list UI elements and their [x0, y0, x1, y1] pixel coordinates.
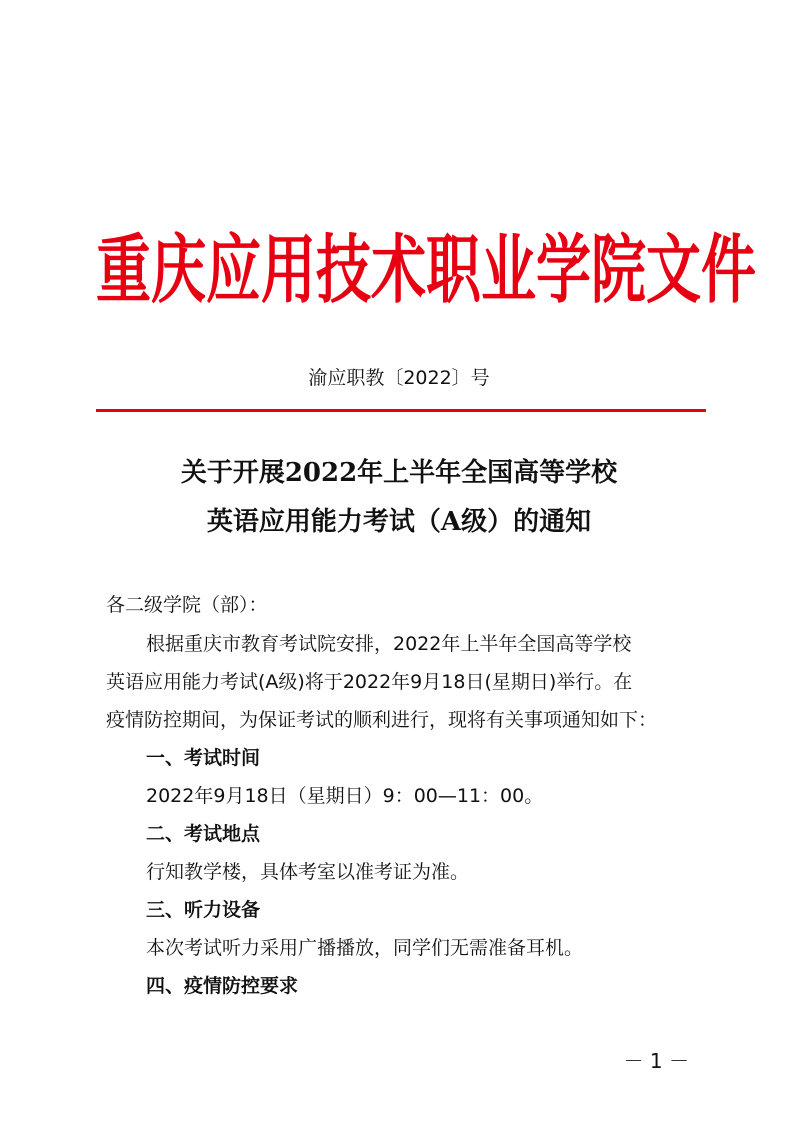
document-masthead: 重庆应用技术职业学院文件	[96, 225, 757, 314]
document-number: 渝应职教〔2022〕号	[308, 367, 490, 389]
intro-line-3: 疫情防控期间，为保证考试的顺利进行，现将有关事项通知如下：	[106, 709, 658, 731]
red-divider-line	[96, 409, 706, 412]
section-heading-exam-time: 一、考试时间	[146, 747, 261, 769]
section-body-listening-equipment: 本次考试听力采用广播播放，同学们无需准备耳机。	[146, 937, 584, 959]
page-number: － 1 －	[623, 1049, 689, 1073]
section-body-exam-time: 2022年9月18日（星期日）9：00—11：00。	[146, 785, 544, 807]
intro-line-2: 英语应用能力考试(A级)将于2022年9月18日(星期日)举行。在	[106, 671, 633, 693]
section-body-exam-location: 行知教学楼，具体考室以准考证为准。	[146, 861, 470, 883]
section-heading-listening-equipment: 三、听力设备	[146, 899, 261, 921]
section-heading-epidemic-control: 四、疫情防控要求	[146, 975, 299, 997]
notice-title-line-2: 英语应用能力考试（A级）的通知	[206, 507, 592, 537]
intro-line-1: 根据重庆市教育考试院安排，2022年上半年全国高等学校	[146, 633, 632, 655]
notice-title-line-1: 关于开展2022年上半年全国高等学校	[180, 458, 618, 488]
section-heading-exam-location: 二、考试地点	[146, 823, 261, 845]
salutation: 各二级学院（部）：	[106, 594, 268, 616]
